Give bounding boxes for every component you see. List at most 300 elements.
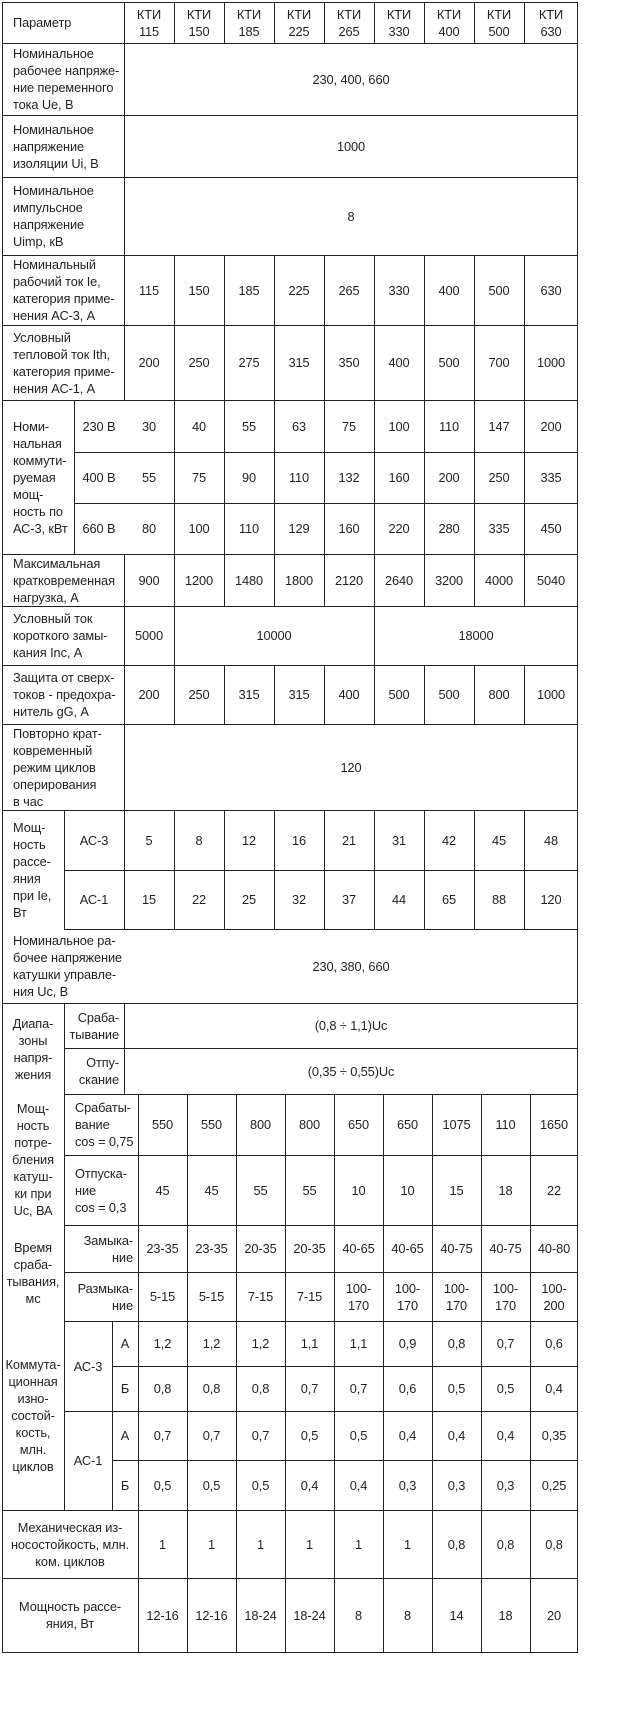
wear-value bbox=[530, 1366, 578, 1411]
cell-text: 55 bbox=[141, 470, 157, 485]
dissipation-value bbox=[524, 870, 578, 929]
cell-text: 350 bbox=[338, 355, 360, 370]
cell-text-line: яния bbox=[13, 870, 41, 886]
wear-value bbox=[383, 1366, 432, 1411]
cell-text: 200 bbox=[138, 355, 160, 370]
cell-text: (0,8 ÷ 1,1)Uc bbox=[314, 1018, 388, 1033]
cell-text: 12-16 bbox=[146, 1607, 179, 1623]
cell-text: 500 bbox=[438, 687, 460, 702]
cell-text-line: оперирования bbox=[13, 776, 97, 792]
cell-text: Б bbox=[120, 1477, 130, 1493]
cell-text: 0,8 bbox=[447, 1536, 466, 1552]
cell-text-line: cos = 0,75 bbox=[75, 1134, 134, 1149]
cell-text: 18-24 bbox=[293, 1607, 326, 1623]
coil-value bbox=[432, 1094, 481, 1155]
cell-text: 900 bbox=[138, 572, 160, 588]
pdiss-value bbox=[432, 1578, 481, 1652]
cell-text: АС-1 bbox=[73, 1453, 103, 1468]
cell-text-line: напря- bbox=[13, 1049, 53, 1065]
cell-text-line: категория приме- bbox=[13, 363, 115, 379]
cell-text: 1 bbox=[207, 1536, 216, 1552]
cell-text: 800 bbox=[249, 1117, 272, 1132]
cell-text: 1,1 bbox=[300, 1336, 319, 1351]
cell-text-line: КТИ bbox=[538, 6, 564, 22]
pdiss-value bbox=[285, 1578, 334, 1652]
cell-text-line: носостойкость, млн. bbox=[10, 1536, 130, 1552]
cell-text-line: 115 bbox=[138, 23, 160, 39]
wear-value bbox=[236, 1411, 285, 1460]
wear-value bbox=[383, 1411, 432, 1460]
cell-text: 0,5 bbox=[447, 1381, 466, 1396]
cell-text: 230 В bbox=[82, 418, 116, 434]
cell-text-line: Условный ток bbox=[13, 611, 93, 626]
cell-text-line: катуш- bbox=[13, 1169, 53, 1184]
cell-text-line: Механическая из- bbox=[17, 1519, 123, 1535]
cell-text-line: изоляции Ui, В bbox=[13, 155, 99, 171]
mech-value bbox=[530, 1510, 578, 1578]
column-rule bbox=[124, 2, 125, 400]
max-load-value bbox=[224, 554, 274, 606]
cell-text-line: бочее напряжение bbox=[13, 950, 123, 965]
cell-text: 1075 bbox=[442, 1117, 471, 1132]
cell-text: 5000 bbox=[134, 628, 164, 643]
wear-class bbox=[112, 1460, 138, 1510]
cell-text-line: Uc, ВА bbox=[13, 1203, 53, 1218]
cell-text: 335 bbox=[488, 521, 510, 536]
coil-value bbox=[236, 1094, 285, 1155]
pdiss-value bbox=[138, 1578, 187, 1652]
cell-text: 120 bbox=[340, 759, 362, 775]
time-value bbox=[138, 1225, 187, 1272]
power-value bbox=[524, 400, 578, 452]
cell-text-line: Размыка- bbox=[77, 1280, 133, 1296]
max-load-value bbox=[424, 554, 474, 606]
cell-text-line: 170 bbox=[396, 1297, 419, 1313]
column-rule bbox=[124, 554, 125, 929]
inc-value bbox=[124, 606, 174, 665]
wear-value bbox=[138, 1460, 187, 1510]
cell-text-line: руемая bbox=[13, 469, 56, 485]
power-label bbox=[2, 400, 74, 554]
inc-value bbox=[374, 606, 578, 665]
cell-text-line: ность по bbox=[13, 503, 63, 519]
cell-text: 0,3 bbox=[447, 1477, 466, 1493]
pdiss-value bbox=[187, 1578, 236, 1652]
rated-current-value bbox=[224, 255, 274, 325]
cell-text-line: 265 bbox=[338, 23, 360, 39]
insulation-voltage-value bbox=[124, 115, 578, 177]
rated-current-value bbox=[524, 255, 578, 325]
coil-sublabel bbox=[64, 1094, 138, 1155]
cell-text-line: Условный bbox=[13, 329, 71, 345]
coil-value bbox=[334, 1155, 383, 1225]
rated-current-label bbox=[2, 255, 124, 325]
dissipation-value bbox=[474, 870, 524, 929]
cell-text: 147 bbox=[488, 418, 510, 434]
cell-text-line: зоны bbox=[18, 1032, 48, 1048]
power-value bbox=[474, 503, 524, 554]
cell-text: 10000 bbox=[256, 628, 292, 643]
cell-text: 1,2 bbox=[202, 1336, 221, 1351]
model-header bbox=[174, 2, 224, 43]
cell-text: АС-3 bbox=[79, 832, 109, 848]
row-rule bbox=[2, 1652, 578, 1653]
power-value bbox=[424, 400, 474, 452]
fuse-value bbox=[524, 665, 578, 724]
cell-text-line: 500 bbox=[488, 23, 510, 39]
cell-text-line: Срабаты- bbox=[75, 1100, 131, 1115]
wear-value bbox=[383, 1460, 432, 1510]
cell-text: 1000 bbox=[536, 355, 566, 370]
wear-value bbox=[530, 1321, 578, 1366]
cell-text-line: мощ- bbox=[13, 486, 44, 502]
cell-text-line: КТИ bbox=[186, 6, 212, 22]
thermal-current-value bbox=[124, 325, 174, 400]
cell-text-line: 170 bbox=[347, 1297, 370, 1313]
cell-text: 250 bbox=[188, 355, 210, 370]
thermal-current-value bbox=[224, 325, 274, 400]
power-value bbox=[524, 452, 578, 503]
cell-text-line: ки при bbox=[14, 1186, 52, 1201]
cell-text: 14 bbox=[449, 1607, 464, 1623]
cell-text-line: сраба- bbox=[13, 1257, 53, 1272]
cell-text-line: режим циклов bbox=[13, 759, 96, 775]
cell-text-line: коммути- bbox=[13, 452, 67, 468]
cell-text: 1200 bbox=[184, 572, 214, 588]
cell-text: 15 bbox=[449, 1182, 464, 1198]
cell-text-line: Мощ- bbox=[16, 1101, 50, 1116]
cell-text-line: ность bbox=[16, 1118, 50, 1133]
cell-text: 22 bbox=[546, 1182, 562, 1198]
cell-text-line: короткого замы- bbox=[13, 628, 108, 643]
cell-text: 1,2 bbox=[153, 1336, 172, 1351]
cell-text: Б bbox=[120, 1381, 130, 1396]
cell-text: 0,25 bbox=[541, 1477, 567, 1493]
time-label bbox=[2, 1225, 64, 1321]
cell-text: 21 bbox=[341, 832, 357, 848]
coil-value bbox=[383, 1094, 432, 1155]
cell-text-line: 225 bbox=[288, 23, 310, 39]
wear-category bbox=[64, 1321, 112, 1411]
column-rule bbox=[577, 2, 578, 1652]
cell-text: 650 bbox=[396, 1117, 419, 1132]
cell-text: 1000 bbox=[336, 138, 366, 154]
cell-text-line: Максимальная bbox=[13, 555, 101, 571]
max-load-value bbox=[274, 554, 324, 606]
cell-text-line: вание bbox=[75, 1117, 110, 1132]
mech-value bbox=[187, 1510, 236, 1578]
cell-text: 44 bbox=[391, 892, 407, 907]
time-value bbox=[187, 1225, 236, 1272]
cell-text-line: в час bbox=[13, 793, 44, 809]
fuse-label bbox=[2, 665, 124, 724]
coil-value bbox=[530, 1155, 578, 1225]
cell-text: 1,2 bbox=[251, 1336, 270, 1351]
cell-text: 0,5 bbox=[153, 1477, 172, 1493]
fuse-value bbox=[174, 665, 224, 724]
cell-text: 40-75 bbox=[489, 1241, 522, 1256]
wear-value bbox=[285, 1411, 334, 1460]
fuse-value bbox=[324, 665, 374, 724]
cell-text: 630 bbox=[540, 282, 562, 298]
cell-text: 0,6 bbox=[545, 1336, 563, 1351]
cell-text-line: КТИ bbox=[286, 6, 312, 22]
power-voltage-label bbox=[74, 400, 124, 452]
cell-text-line: 400 bbox=[438, 23, 460, 39]
coil-value bbox=[187, 1094, 236, 1155]
rated-current-value bbox=[474, 255, 524, 325]
dissipation-value bbox=[424, 870, 474, 929]
cell-text: 129 bbox=[288, 521, 310, 536]
max-load-value bbox=[174, 554, 224, 606]
cell-text-line: 100- bbox=[443, 1280, 470, 1296]
time-value bbox=[481, 1225, 530, 1272]
cell-text: 55 bbox=[302, 1182, 317, 1198]
coil-value bbox=[138, 1094, 187, 1155]
cell-text-line: 7-15 bbox=[296, 1289, 323, 1304]
rated-voltage-value bbox=[124, 43, 578, 115]
cell-text: 75 bbox=[341, 418, 357, 434]
wear-value bbox=[236, 1366, 285, 1411]
wear-value bbox=[481, 1366, 530, 1411]
cell-text-line: тывание bbox=[69, 1026, 119, 1042]
cell-text-line: Номинальное ра- bbox=[13, 933, 116, 948]
wear-value bbox=[236, 1321, 285, 1366]
wear-value bbox=[334, 1321, 383, 1366]
ranges-value bbox=[124, 1003, 578, 1048]
dissipation-value bbox=[124, 870, 174, 929]
inc-value bbox=[174, 606, 374, 665]
cell-text: 23-35 bbox=[195, 1241, 228, 1256]
cell-text: 0,6 bbox=[398, 1381, 417, 1396]
mech-value bbox=[481, 1510, 530, 1578]
model-header bbox=[324, 2, 374, 43]
dissipation-value bbox=[374, 810, 424, 870]
cell-text: 88 bbox=[491, 892, 507, 907]
wear-value bbox=[481, 1411, 530, 1460]
cell-text: 40-80 bbox=[537, 1241, 571, 1256]
ranges-value bbox=[124, 1048, 578, 1094]
time-value bbox=[236, 1272, 285, 1321]
thermal-current-value bbox=[474, 325, 524, 400]
thermal-current-value bbox=[374, 325, 424, 400]
cell-text: 12 bbox=[241, 832, 257, 848]
cell-text: А bbox=[120, 1428, 130, 1443]
dissipation-label bbox=[2, 810, 64, 929]
thermal-current-value bbox=[274, 325, 324, 400]
cell-text-line: КТИ bbox=[336, 6, 362, 22]
time-value bbox=[432, 1272, 481, 1321]
pdiss-value bbox=[383, 1578, 432, 1652]
cell-text: 31 bbox=[391, 832, 407, 848]
cell-text-line: категория приме- bbox=[13, 291, 115, 306]
header-param bbox=[2, 2, 124, 43]
cell-text: 45 bbox=[155, 1182, 170, 1198]
cell-text: 115 bbox=[138, 282, 160, 298]
cell-text: 185 bbox=[238, 282, 260, 298]
cell-text: 315 bbox=[288, 355, 310, 370]
power-value bbox=[174, 452, 224, 503]
cell-text-line: нения АС-1, А bbox=[13, 380, 96, 396]
dissipation-value bbox=[474, 810, 524, 870]
cell-text: 0,4 bbox=[300, 1477, 319, 1493]
cell-text-line: потре- bbox=[14, 1135, 52, 1150]
cell-text: 2120 bbox=[334, 572, 364, 588]
time-value bbox=[334, 1272, 383, 1321]
cell-text-line: ность bbox=[13, 836, 46, 852]
cell-text-line: cos = 0,3 bbox=[75, 1199, 127, 1215]
cell-text: 2640 bbox=[384, 572, 414, 588]
cell-text: 0,5 bbox=[496, 1381, 515, 1396]
coil-value bbox=[481, 1094, 530, 1155]
time-value bbox=[383, 1272, 432, 1321]
inc-label bbox=[2, 606, 124, 665]
cell-text: 0,8 bbox=[251, 1381, 270, 1396]
rated-current-value bbox=[424, 255, 474, 325]
cell-text: 1000 bbox=[536, 687, 566, 702]
cell-text-line: ние bbox=[111, 1297, 133, 1313]
pdiss-value bbox=[236, 1578, 285, 1652]
cell-text: 45 bbox=[491, 832, 507, 848]
wear-label bbox=[2, 1321, 64, 1510]
power-value bbox=[274, 400, 324, 452]
thermal-current-value bbox=[324, 325, 374, 400]
cell-text: 8 bbox=[195, 832, 203, 848]
cell-text: 0,5 bbox=[349, 1428, 368, 1443]
cell-text: 275 bbox=[238, 355, 260, 370]
max-load-value bbox=[474, 554, 524, 606]
time-sublabel bbox=[64, 1225, 138, 1272]
cell-text: 18-24 bbox=[244, 1607, 277, 1623]
cell-text-line: КТИ bbox=[386, 6, 412, 22]
coil-label bbox=[2, 1094, 64, 1225]
max-load-value bbox=[524, 554, 578, 606]
cell-text: 550 bbox=[200, 1117, 223, 1132]
cell-text-line: Отпуска- bbox=[75, 1165, 127, 1181]
cell-text: 1 bbox=[354, 1536, 363, 1552]
cell-text: 10 bbox=[351, 1182, 366, 1198]
fuse-value bbox=[374, 665, 424, 724]
cell-text: 5040 bbox=[536, 572, 566, 588]
power-value bbox=[124, 452, 174, 503]
cell-text: 10 bbox=[400, 1182, 415, 1198]
cell-text-line: 100- bbox=[541, 1280, 567, 1296]
model-header bbox=[524, 2, 578, 43]
cell-text-line: напряжение bbox=[13, 217, 85, 232]
cell-text: 40 bbox=[191, 418, 207, 434]
cell-text-line: ние переменного bbox=[13, 80, 114, 95]
cell-text: 150 bbox=[188, 282, 210, 298]
cell-text: 280 bbox=[438, 521, 460, 536]
cell-text: 650 bbox=[347, 1117, 370, 1132]
cell-text: 55 bbox=[241, 418, 257, 434]
cell-text: 3200 bbox=[434, 572, 464, 588]
time-sublabel bbox=[64, 1272, 138, 1321]
impulse-voltage-label bbox=[2, 177, 124, 255]
cell-text: 132 bbox=[338, 470, 360, 485]
column-rule bbox=[2, 2, 3, 1652]
wear-value bbox=[432, 1366, 481, 1411]
fuse-value bbox=[224, 665, 274, 724]
power-value bbox=[524, 503, 578, 554]
cell-text: 660 В bbox=[82, 521, 116, 536]
fuse-value bbox=[274, 665, 324, 724]
cell-text-line: при Ie, bbox=[13, 887, 52, 903]
power-value bbox=[374, 503, 424, 554]
cell-text-line: Номинальный bbox=[13, 257, 96, 272]
cell-text: 800 bbox=[298, 1117, 321, 1132]
cell-text: 200 bbox=[438, 470, 460, 485]
cell-text: 0,4 bbox=[447, 1428, 466, 1443]
cell-text: 160 bbox=[388, 470, 410, 485]
cell-text-line: КТИ bbox=[436, 6, 462, 22]
cell-text: 200 bbox=[138, 687, 160, 702]
cell-text: 110 bbox=[495, 1117, 516, 1132]
cell-text: 100 bbox=[188, 521, 210, 536]
cell-text: 75 bbox=[191, 470, 207, 485]
wear-value bbox=[187, 1411, 236, 1460]
cell-text-line: Повторно крат- bbox=[13, 725, 102, 741]
cell-text: 16 bbox=[291, 832, 307, 848]
fuse-value bbox=[474, 665, 524, 724]
time-value bbox=[236, 1225, 285, 1272]
cell-text: 100 bbox=[388, 418, 410, 434]
power-value bbox=[174, 400, 224, 452]
pdiss-value bbox=[481, 1578, 530, 1652]
thermal-current-value bbox=[424, 325, 474, 400]
dissipation-value bbox=[174, 870, 224, 929]
cell-text: 8 bbox=[403, 1607, 412, 1623]
cell-text-line: Замыка- bbox=[83, 1232, 133, 1248]
cell-text: 315 bbox=[238, 687, 260, 702]
model-header bbox=[374, 2, 424, 43]
cell-text: 0,5 bbox=[251, 1477, 270, 1493]
cell-text-line: кания Inc, А bbox=[13, 645, 83, 660]
power-value bbox=[224, 503, 274, 554]
wear-value bbox=[236, 1460, 285, 1510]
cell-text: 0,35 bbox=[541, 1428, 567, 1443]
cell-text: 0,5 bbox=[202, 1477, 221, 1493]
cell-text: 0,8 bbox=[545, 1536, 563, 1552]
cell-text-line: 170 bbox=[494, 1297, 517, 1313]
cell-text: 48 bbox=[543, 832, 559, 848]
power-value bbox=[474, 452, 524, 503]
cell-text-line: 100- bbox=[394, 1280, 421, 1296]
cell-text-line: тывания, bbox=[6, 1274, 60, 1289]
cell-text: 20 bbox=[546, 1607, 562, 1623]
dissipation-value bbox=[124, 810, 174, 870]
coil-value bbox=[334, 1094, 383, 1155]
cell-text-line: 5-15 bbox=[149, 1289, 176, 1304]
cell-text: 18 bbox=[498, 1607, 513, 1623]
coil-value bbox=[285, 1155, 334, 1225]
time-value bbox=[285, 1225, 334, 1272]
cell-text: АС-1 bbox=[79, 892, 109, 907]
cell-text: 12-16 bbox=[195, 1607, 228, 1623]
cell-text-line: тепловой ток Ith, bbox=[13, 346, 111, 362]
coil-value bbox=[481, 1155, 530, 1225]
dissipation-value bbox=[324, 870, 374, 929]
power-voltage-label bbox=[74, 452, 124, 503]
cell-text-line: состой- bbox=[11, 1408, 55, 1423]
wear-value bbox=[285, 1321, 334, 1366]
cell-text-line: циклов bbox=[12, 1459, 54, 1474]
cell-text: 0,9 bbox=[398, 1336, 417, 1351]
time-value bbox=[432, 1225, 481, 1272]
power-value bbox=[474, 400, 524, 452]
cell-text-line: напряжение bbox=[13, 138, 85, 154]
cell-text-line: млн. bbox=[19, 1442, 47, 1457]
